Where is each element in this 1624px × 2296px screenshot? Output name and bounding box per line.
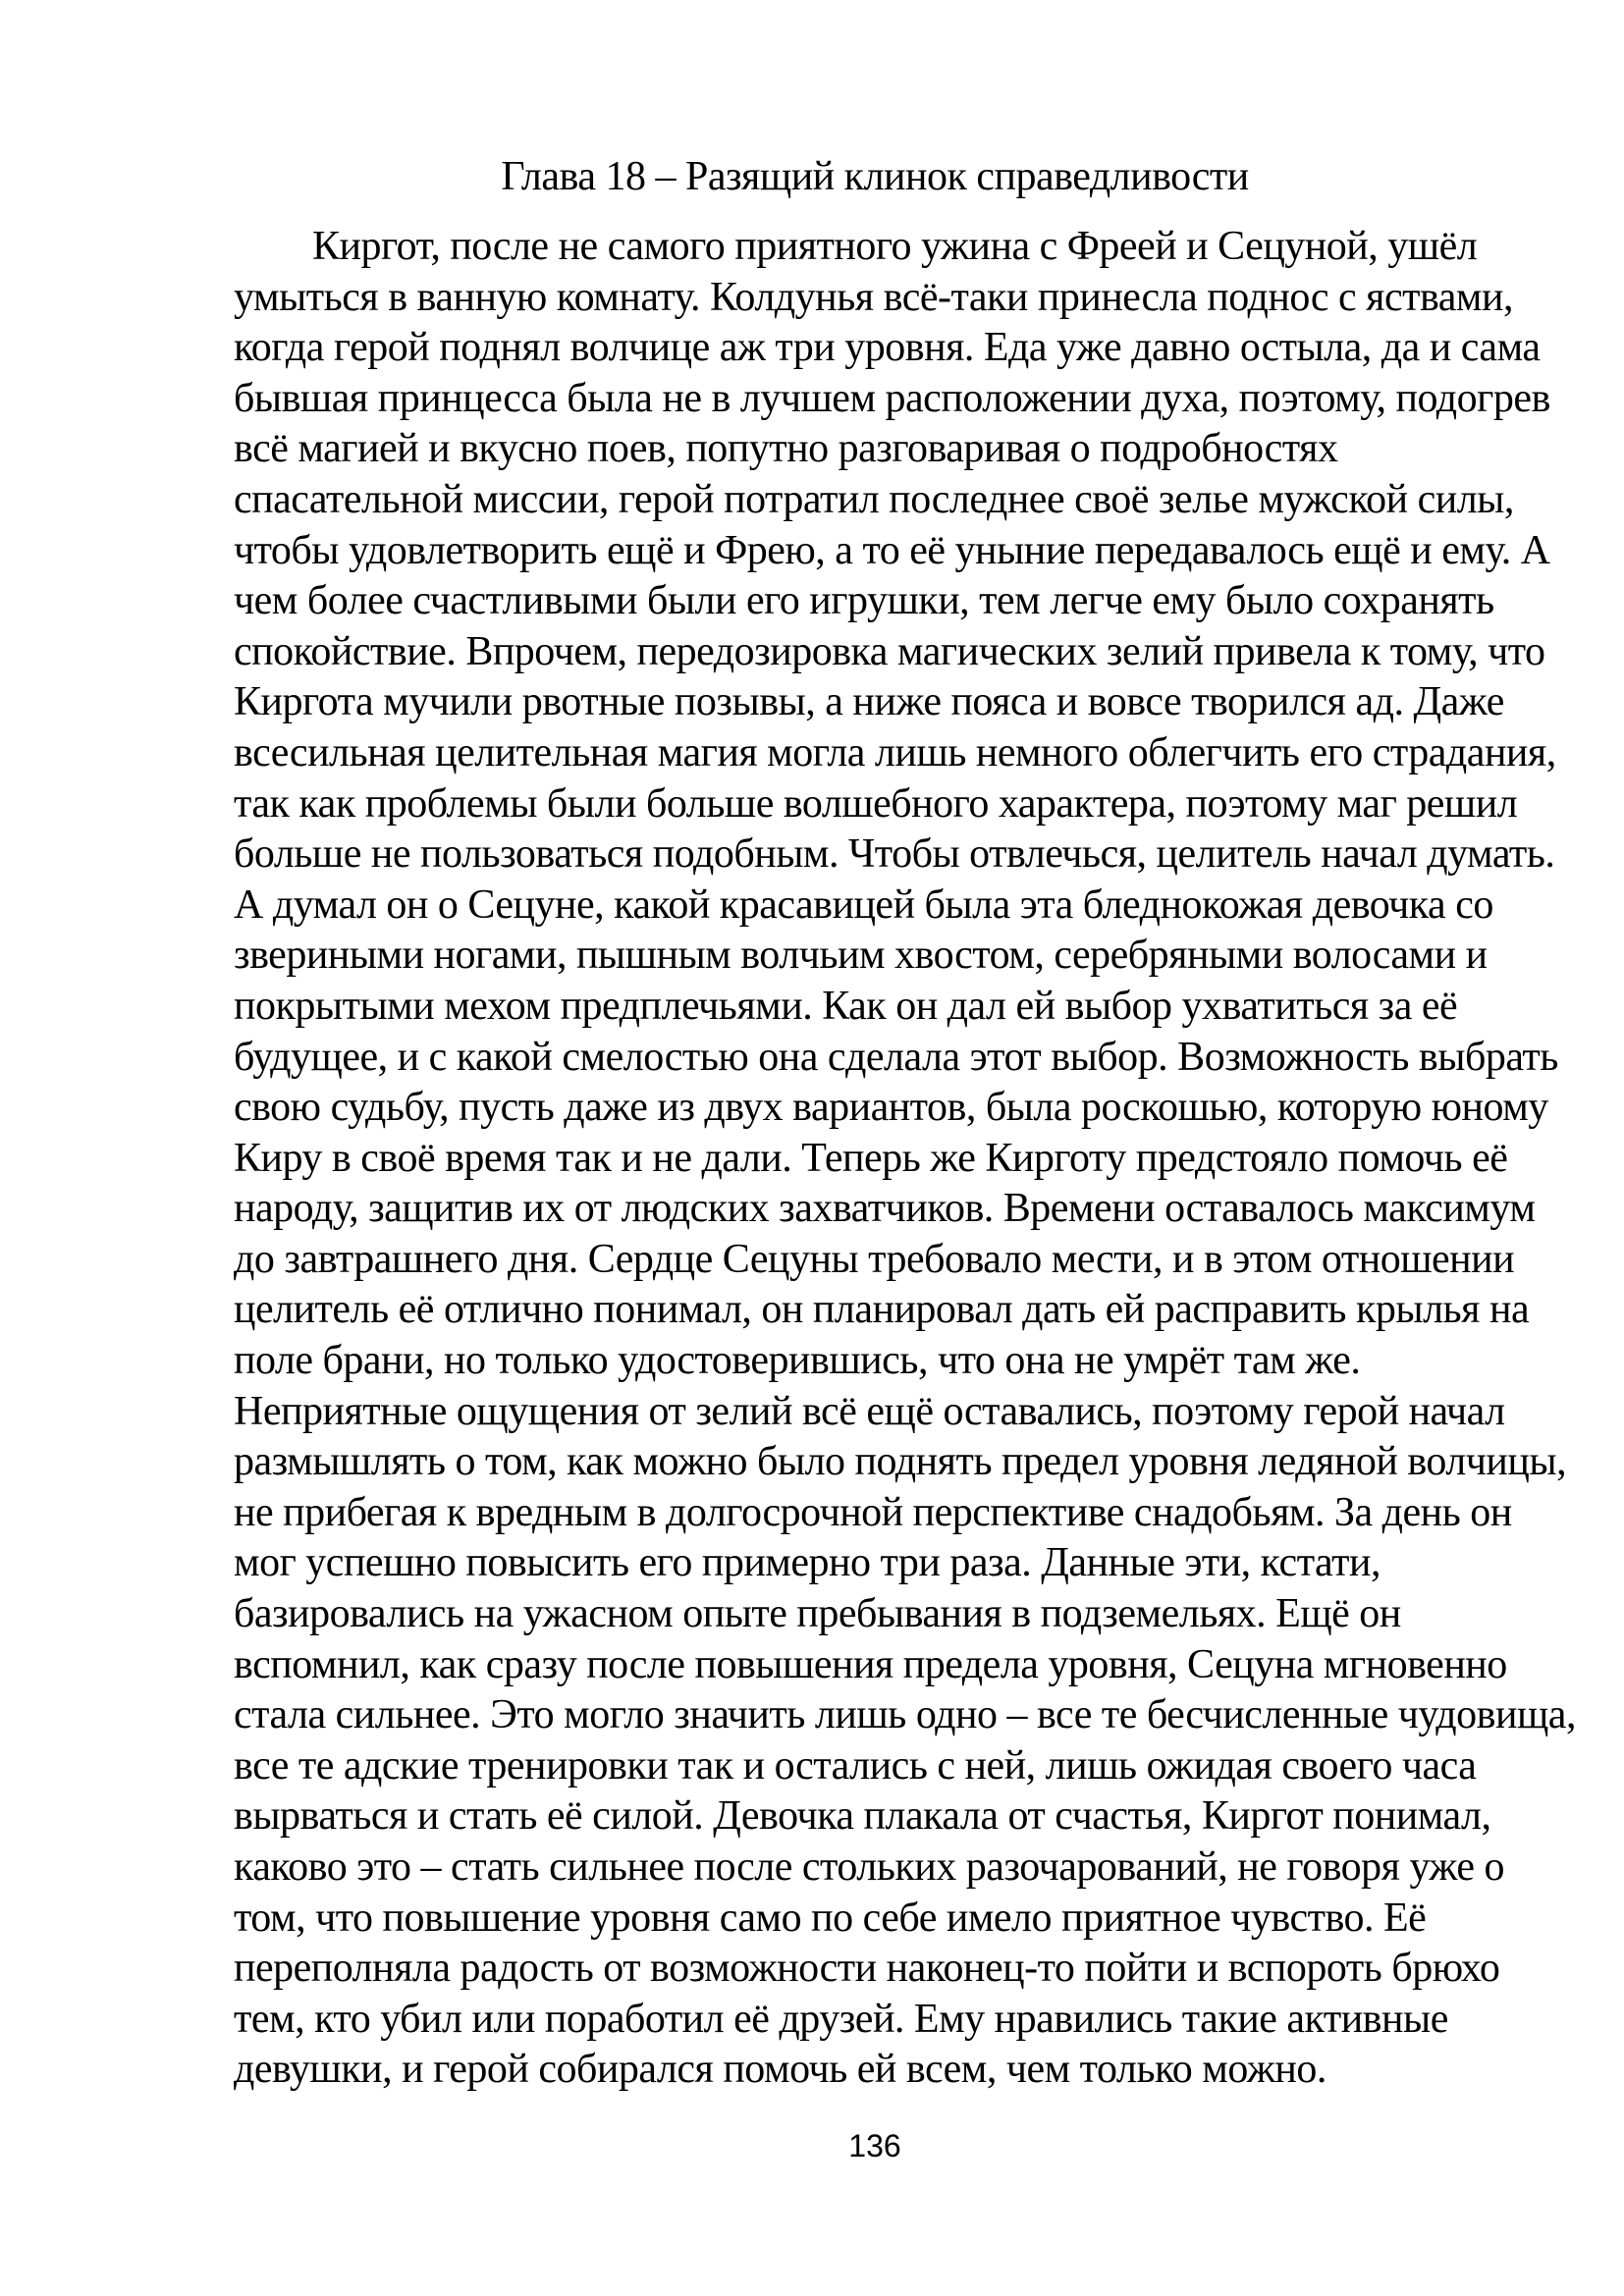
paragraph-line: чем более счастливыми были его игрушки, тем легче ему было сохранять [234,578,1494,624]
paragraph-line: размышлять о том, как можно было поднять предел уровня ледяной волчицы, [234,1439,1567,1485]
paragraph-line: спасательной миссии, герой потратил последнее своё зелье мужской силы, [234,476,1514,522]
paragraph-line: всё магией и вкусно поев, попутно разговаривая о подробностях [234,426,1338,472]
paragraph-line: том, что повышение уровня само по себе имело приятное чувство. Её [234,1895,1427,1941]
paragraph-line: всесильная целительная магия могла лишь немного облегчить его страдания, [234,729,1556,775]
paragraph-line: все те адские тренировки так и остались с ней, лишь ожидая своего часа [234,1742,1477,1789]
paragraph-line: А думал он о Сецуне, какой красавицей была эта бледнокожая девочка со [234,881,1493,928]
paragraph-line: вспомнил, как сразу после повышения предела уровня, Сецуна мгновенно [234,1641,1507,1687]
paragraph-line: свою судьбу, пусть даже из двух вариантов, была роскошью, которую юному [234,1085,1548,1131]
paragraph-line: звериными ногами, пышным волчьим хвостом, серебряными волосами и [234,933,1488,979]
paragraph-line: спокойствие. Впрочем, передозировка магических зелий привела к тому, что [234,628,1545,674]
paragraph-line: покрытыми мехом предплечьями. Как он дал ей выбор ухватиться за её [234,983,1458,1029]
paragraph-line: переполняла радость от возможности наконец-то пойти и вспороть брюхо [234,1946,1500,1992]
paragraph-line: до завтрашнего дня. Сердце Сецуны требовало мести, и в этом отношении [234,1236,1515,1282]
paragraph-line: бывшая принцесса была не в лучшем расположении духа, поэтому, подогрев [234,375,1550,421]
paragraph-line: тем, кто убил или поработил её друзей. Ему нравились такие активные [234,1996,1448,2042]
paragraph-line: так как проблемы были больше волшебного характера, поэтому маг решил [234,780,1518,827]
paragraph-line: народу, защитив их от людских захватчиков. Времени оставалось максимум [234,1186,1536,1232]
paragraph-line: чтобы удовлетворить ещё и Фрею, а то её уныние передавалось ещё и ему. А [234,527,1550,573]
paragraph-line: Киргот, после не самого приятного ужина с Фреей и Сецуной, ушёл [312,224,1478,269]
paragraph-line: не прибегая к вредным в долгосрочной перспективе снадобьям. За день он [234,1489,1512,1535]
paragraph-line: вырваться и стать её силой. Девочка плакала от счастья, Киргот понимал, [234,1793,1491,1840]
body-paragraph [234,222,1576,2096]
page-number: 136 [848,2127,901,2163]
paragraph-line: базировались на ужасном опыте пребывания в подземельях. Ещё он [234,1591,1401,1637]
paragraph-line: поле брани, но только удостоверившись, что она не умрёт там же. [234,1338,1361,1384]
paragraph-line: больше не пользоваться подобным. Чтобы отвлечься, целитель начал думать. [234,831,1555,878]
paragraph-line: Киру в своё время так и не дали. Теперь же Кирготу предстояло помочь её [234,1135,1508,1181]
paragraph-line: мог успешно повысить его примерно три раза. Данные эти, кстати, [234,1540,1380,1586]
chapter-title: Глава 18 – Разящий клинок справедливости [501,154,1249,199]
paragraph-line: каково это – стать сильнее после стольких разочарований, не говоря уже о [234,1844,1504,1890]
paragraph-line: когда герой поднял волчице аж три уровня. Еда уже давно остыла, да и сама [234,325,1541,371]
paragraph-line: Неприятные ощущения от зелий всё ещё оставались, поэтому герой начал [234,1388,1505,1434]
paragraph-line: стала сильнее. Это могло значить лишь одно – все те бесчисленные чудовища, [234,1692,1576,1738]
paragraph-line: целитель её отлично понимал, он планировал дать ей расправить крылья на [234,1287,1530,1333]
paragraph-line: девушки, и герой собирался помочь ей всем, чем только можно. [234,2047,1326,2093]
page-footer [234,2127,1516,2164]
paragraph-line: умыться в ванную комнату. Колдунья всё-таки принесла поднос с яствами, [234,274,1513,320]
paragraph-line: будущее, и с какой смелостью она сделала этот выбор. Возможность выбрать [234,1034,1558,1080]
paragraph-line: Киргота мучили рвотные позывы, а ниже пояса и вовсе творился ад. Даже [234,679,1504,725]
